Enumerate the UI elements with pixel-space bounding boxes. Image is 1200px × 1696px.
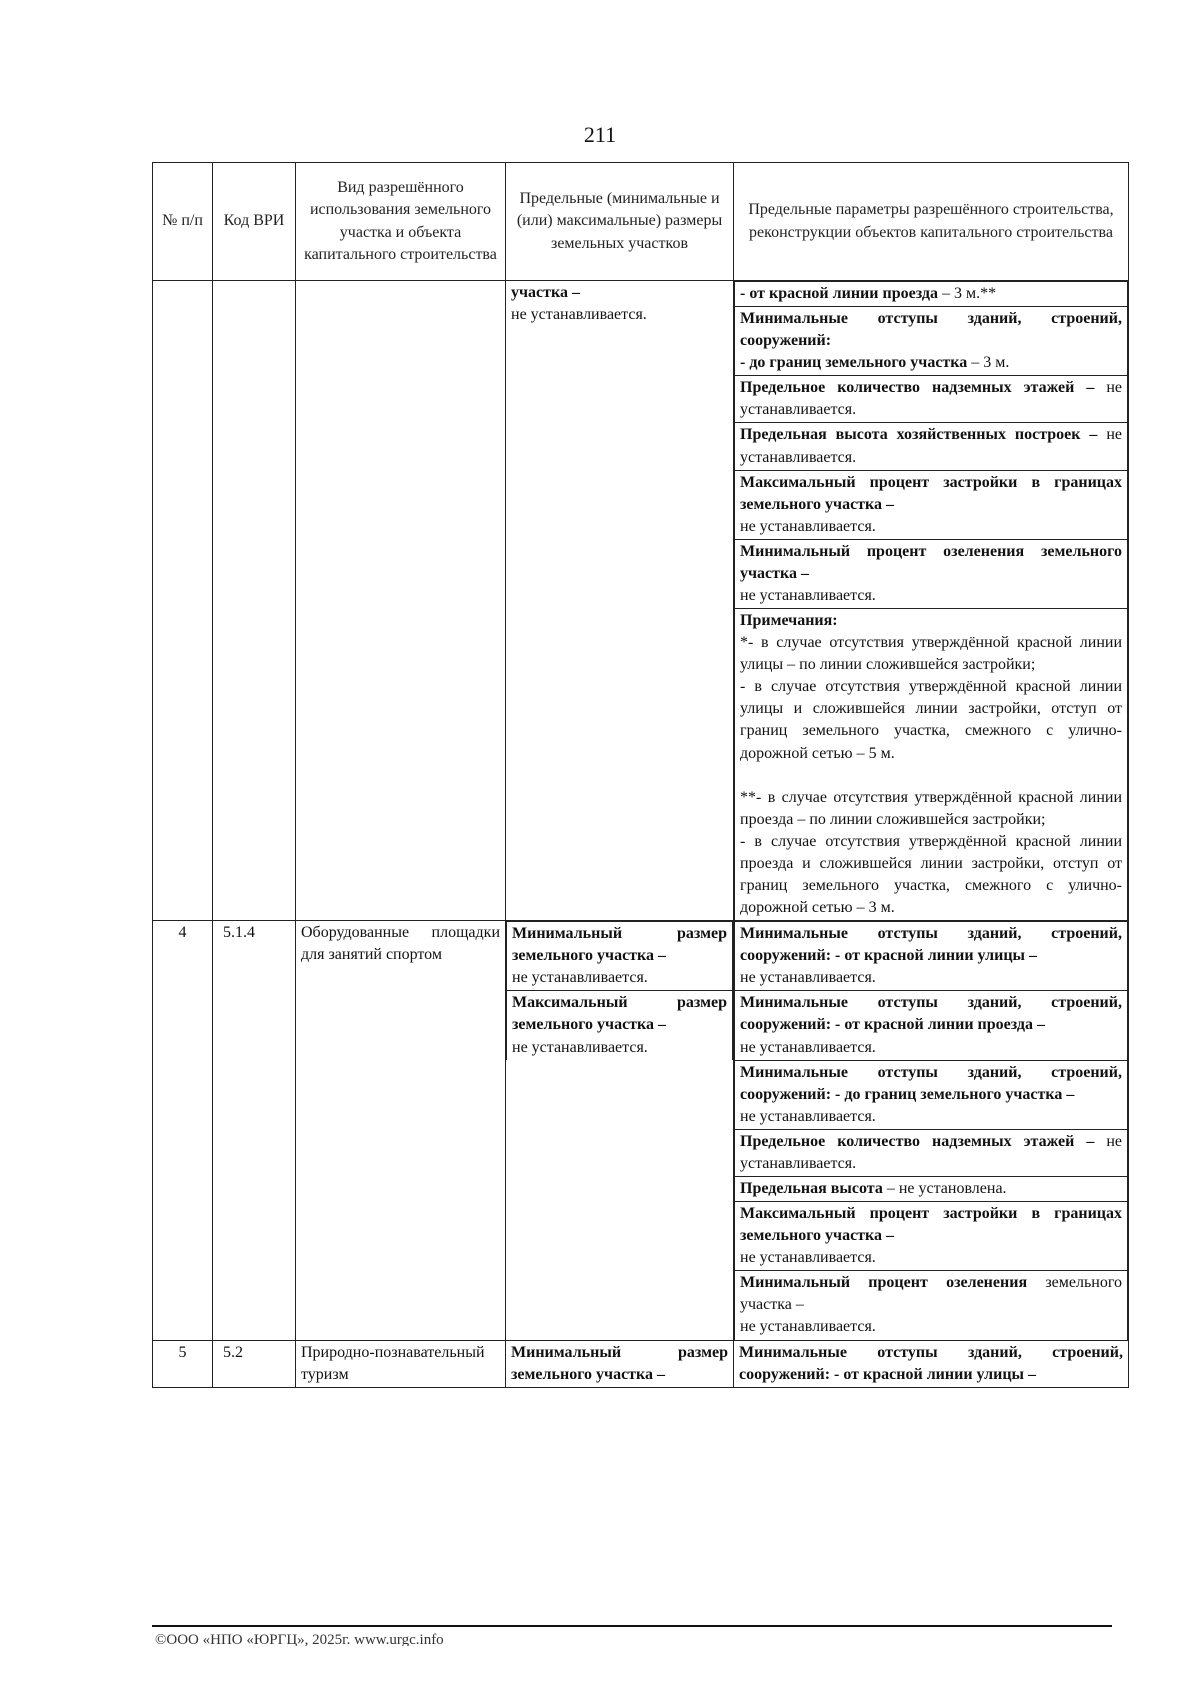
params-list <box>734 921 1128 1339</box>
header-num: № п/п <box>153 163 213 281</box>
cell-num <box>153 281 213 921</box>
size-value: не устанавливается. <box>511 306 647 324</box>
cell-params <box>734 921 1129 1340</box>
cell-code <box>213 281 296 921</box>
param-item: Максимальный процент застройки в границах земельного участка – не устанавливается. <box>735 470 1128 539</box>
param-item: Предельная высота хозяйственных построек – не устанавливается. <box>735 423 1128 470</box>
notes <box>735 609 1128 921</box>
cell-sizes <box>506 281 734 921</box>
note-item: **- в случае отсутствия утверждённой красной линии проезда – по линии сложившейся застройки; <box>740 788 1122 828</box>
cell-code: 5.2 <box>213 1340 296 1387</box>
cell-use: Природно-познавательный туризм <box>296 1340 506 1387</box>
sizes-list <box>506 921 733 1059</box>
table-row-4 <box>153 921 1129 1340</box>
cell-num: 5 <box>153 1340 213 1387</box>
header-params: Предельные параметры разрешённого строительства, реконструкции объектов капитального строительства <box>734 163 1129 281</box>
cell-sizes: Минимальный размер земельного участка – <box>506 1340 734 1387</box>
param-item: Минимальные отступы зданий, строений, сооружений: - до границ земельного участка – не устанавливается. <box>735 1060 1128 1129</box>
cell-use: Оборудованные площадки для занятий спортом <box>296 921 506 1340</box>
param-item: Предельное количество надземных этажей – не устанавливается. <box>735 376 1128 423</box>
footer-divider <box>152 1625 1112 1627</box>
notes-title: Примечания: <box>740 612 838 630</box>
note-item: *- в случае отсутствия утверждённой красной линии улицы – по линии сложившейся застройки; <box>740 634 1122 674</box>
cell-params: Минимальные отступы зданий, строений, сооружений: - от красной линии улицы – <box>734 1340 1129 1387</box>
size-label: участка – <box>511 284 580 301</box>
cell-num: 4 <box>153 921 213 1340</box>
table-header-row <box>153 163 1129 281</box>
param-item: - от красной линии проезда – 3 м.** <box>735 282 1128 307</box>
param-item: Предельное количество надземных этажей – не устанавливается. <box>735 1129 1128 1176</box>
header-sizes: Предельные (минимальные и (или) максимальные) размеры земельных участков <box>506 163 734 281</box>
param-item: Минимальный процент озеленения земельного участка – не устанавливается. <box>735 1271 1128 1340</box>
cell-code: 5.1.4 <box>213 921 296 1340</box>
table-row-continued <box>153 281 1129 921</box>
params-list <box>734 281 1128 920</box>
footer-copyright: ©ООО «НПО «ЮРГЦ», 2025г. www.urgc.info <box>155 1632 444 1646</box>
param-item: Минимальный процент озеленения земельного участка – не устанавливается. <box>735 539 1128 608</box>
note-item: - в случае отсутствия утверждённой красной линии проезда и сложившейся линии застройки, отступ от границ земельного участка, смежного с улично-дорожной сетью – 3 м. <box>740 832 1122 917</box>
param-item: Предельная высота – не установлена. <box>735 1176 1128 1201</box>
param-item: Минимальные отступы зданий, строений, сооружений: - от красной линии улицы – не устанавливается. <box>735 922 1128 991</box>
header-use: Вид разрешённого использования земельного участка и объекта капитального строительства <box>296 163 506 281</box>
note-item: - в случае отсутствия утверждённой красной линии улицы и сложившейся линии застройки, отступ от границ земельного участка, смежного с улично-дорожной сетью – 5 м. <box>740 678 1122 762</box>
table-row-5 <box>153 1340 1129 1387</box>
header-code: Код ВРИ <box>213 163 296 281</box>
size-item: Максимальный размер земельного участка – не устанавливается. <box>507 991 733 1060</box>
page-number: 211 <box>583 122 617 147</box>
param-item: Минимальные отступы зданий, строений, сооружений: - от красной линии проезда – не устанавливается. <box>735 991 1128 1060</box>
cell-params <box>734 281 1129 921</box>
param-item: Максимальный процент застройки в границах земельного участка – не устанавливается. <box>735 1202 1128 1271</box>
cell-use <box>296 281 506 921</box>
size-item: Минимальный размер земельного участка – не устанавливается. <box>507 922 733 991</box>
param-item: Минимальные отступы зданий, строений, сооружений: - до границ земельного участка – 3 м. <box>735 307 1128 376</box>
cell-sizes <box>506 921 734 1340</box>
zoning-parameters-table <box>152 162 1129 1388</box>
